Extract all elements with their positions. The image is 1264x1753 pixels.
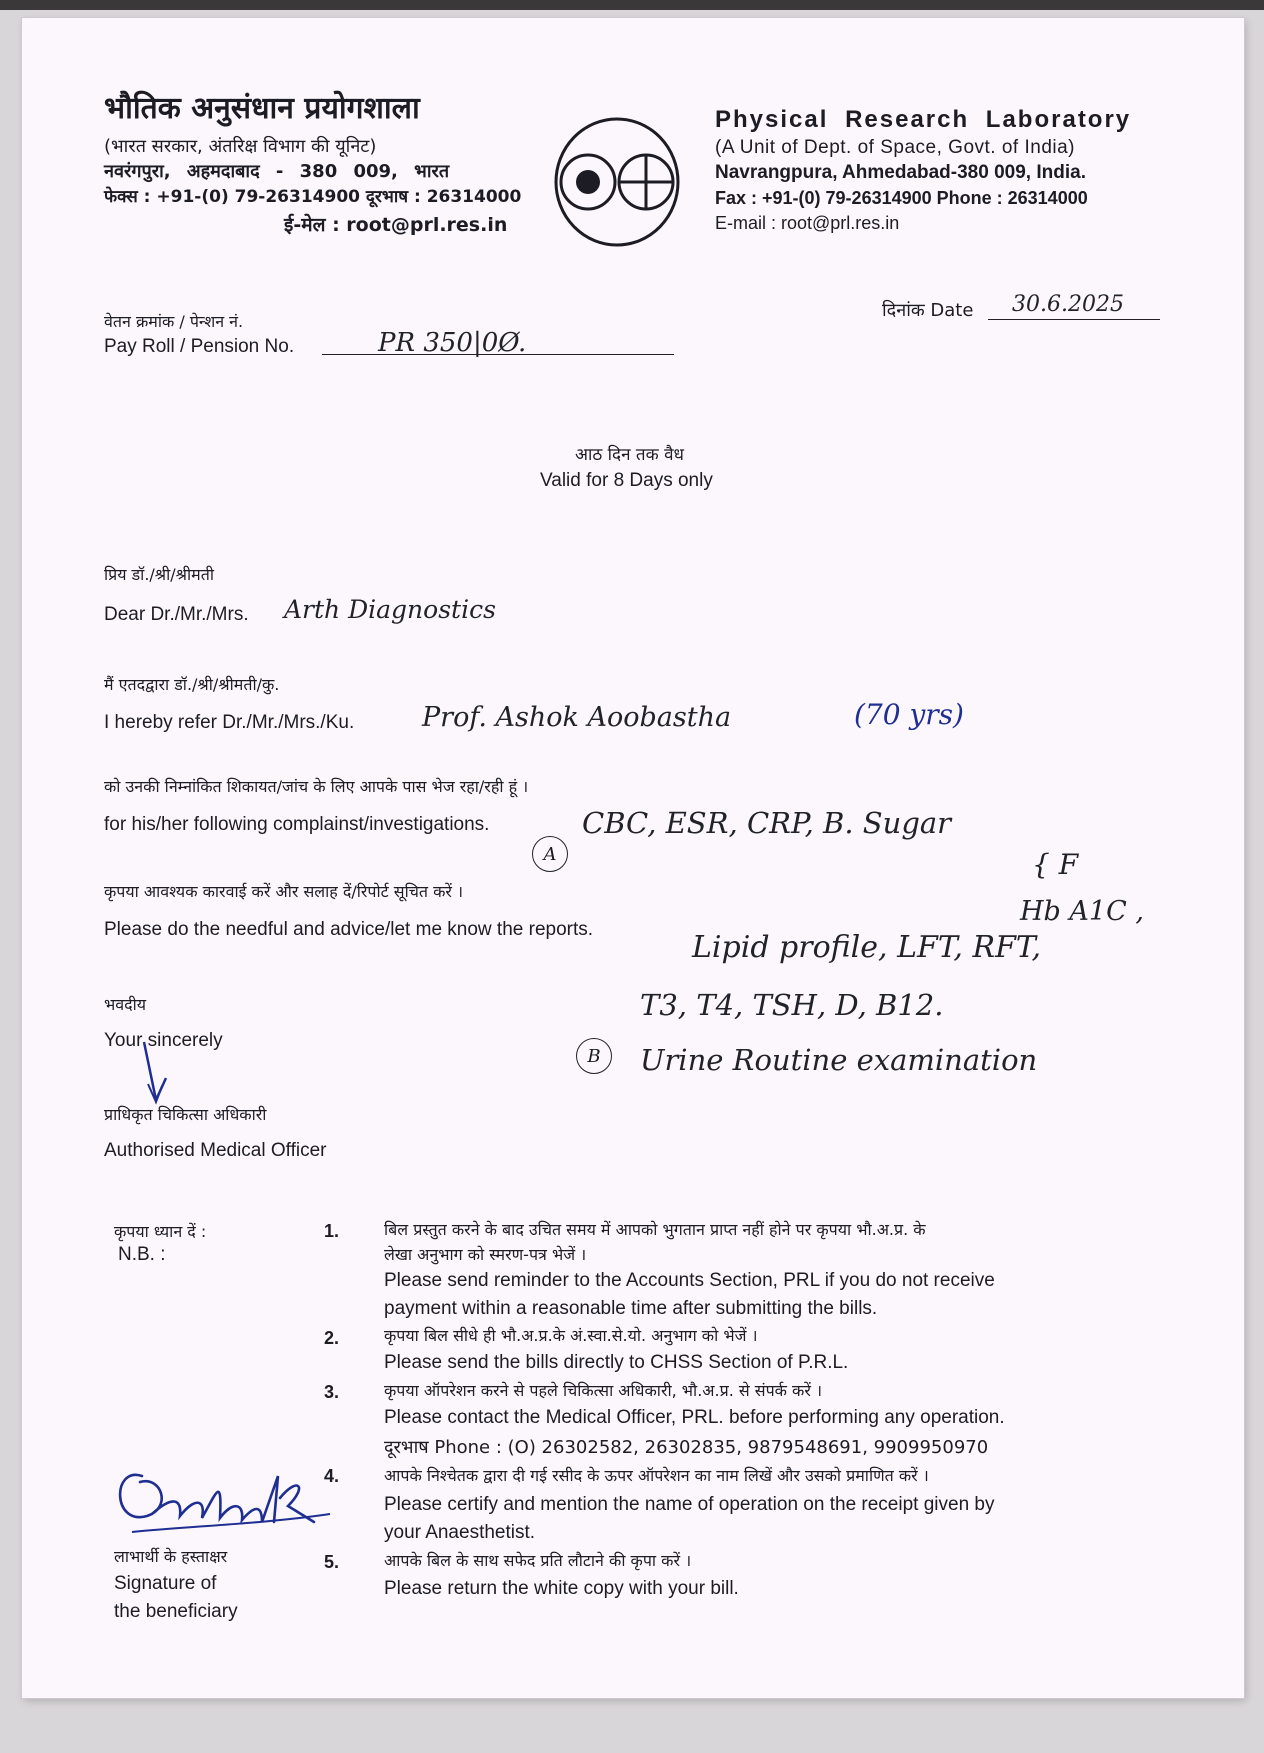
needful-hindi: कृपया आवश्यक कारवाई करें और सलाह दें/रिपोर्ट सूचित करें । [104,882,464,901]
payroll-label-hindi: वेतन क्रमांक / पेन्शन नं. [104,312,244,331]
note-5-number: 5. [324,1552,340,1572]
note-2-english: Please send the bills directly to CHSS Section of P.R.L. [384,1352,849,1373]
refer-label: I hereby refer Dr./Mr./Mrs./Ku. [104,712,355,733]
hindi-email: ई-मेल : root@prl.res.in [284,214,508,236]
hindi-unit: (भारत सरकार, अंतरिक्ष विभाग की यूनिट) [104,136,377,157]
validity-english: Valid for 8 Days only [540,470,713,491]
needful-label: Please do the needful and advice/let me know the reports. [104,919,594,940]
english-address: Navrangpura, Ahmedabad-380 009, India. [715,162,1086,183]
note-5-english: Please return the white copy with your bill. [384,1578,739,1599]
refer-hindi: मैं एतदद्वारा डॉ./श्री/श्रीमती/कु. [104,675,280,694]
hindi-fax: फेक्स : +91-(0) 79-26314900 दूरभाष : 26314000 [104,187,522,207]
beneficiary-label: Signature of [114,1573,217,1594]
complaint-hindi: को उनकी निम्नांकित शिकायत/जांच के लिए आपके पास भेज रहा/रही हूं । [104,777,529,796]
note-4-english: Please certify and mention the name of operation on the receipt given by [384,1494,995,1515]
validity-hindi: आठ दिन तक वैध [575,445,684,465]
marker-a: A [532,836,568,872]
dear-value: Arth Diagnostics [284,595,496,624]
hindi-address: नवरंगपुरा, अहमदाबाद - 380 009, भारत [104,161,450,182]
beneficiary-signature [102,1436,342,1546]
beneficiary-label-2: the beneficiary [114,1601,238,1622]
english-title: Physical Research Laboratory [715,106,1132,133]
note-4-hindi: आपके निश्चेतक द्वारा दी गई रसीद के ऊपर ऑपरेशन का नाम लिखें और उसको प्रमाणित करें । [384,1466,929,1485]
referral-form [22,18,1244,1698]
officer-hindi: प्राधिकृत चिकित्सा अधिकारी [104,1105,267,1124]
refer-age: (70 yrs) [854,698,964,731]
note-4-number: 4. [324,1466,340,1486]
note-1-english: Please send reminder to the Accounts Section, PRL if you do not receive [384,1270,995,1291]
refer-value: Prof. Ashok Aoobastha [422,702,732,733]
investigations-line-4: T3, T4, TSH, D, B12. [640,988,944,1022]
complaint-label: for his/her following complainst/investigations. [104,814,490,835]
dear-label: Dear Dr./Mr./Mrs. [104,604,249,625]
note-3-number: 3. [324,1382,340,1402]
investigations-line-3: Lipid profile, LFT, RFT, [692,930,1042,965]
note-3-hindi: कृपया ऑपरेशन करने से पहले चिकित्सा अधिकारी, भौ.अ.प्र. से संपर्क करें । [384,1381,823,1400]
payroll-value: PR 350|0Ø. [378,328,527,358]
date-label: दिनांक Date [882,300,974,321]
beneficiary-label-hindi: लाभार्थी के हस्ताक्षर [114,1547,228,1566]
sincerely-label: Your sincerely [104,1030,223,1051]
note-3-phone: दूरभाष Phone : (O) 26302582, 26302835, 9879548691, 9909950970 [384,1437,989,1458]
note-1-english-2: payment within a reasonable time after submitting the bills. [384,1298,878,1319]
prl-logo [552,116,682,248]
note-1-hindi: बिल प्रस्तुत करने के बाद उचित समय में आपको भुगतान प्राप्त नहीं होने पर कृपया भौ.अ.प्र. के [384,1220,926,1239]
scan-top-edge [0,0,1264,10]
investigations-line-1-suffix: { F [1032,848,1079,881]
date-value: 30.6.2025 [1012,292,1124,317]
sincerely-hindi: भवदीय [104,995,147,1014]
hindi-title: भौतिक अनुसंधान प्रयोगशाला [104,91,420,126]
nb-label: N.B. : [118,1244,166,1265]
nb-hindi: कृपया ध्यान दें : [114,1222,207,1241]
date-underline [988,319,1160,320]
note-3-english: Please contact the Medical Officer, PRL. before performing any operation. [384,1407,1005,1428]
investigations-line-5: Urine Routine examination [640,1043,1038,1077]
english-fax: Fax : +91-(0) 79-26314900 Phone : 26314000 [715,188,1088,208]
note-2-number: 2. [324,1328,340,1348]
marker-b: B [576,1038,612,1074]
note-4-english-2: your Anaesthetist. [384,1522,536,1543]
note-5-hindi: आपके बिल के साथ सफेद प्रति लौटाने की कृपा करें । [384,1551,692,1570]
note-2-hindi: कृपया बिल सीधे ही भौ.अ.प्र.के अं.स्वा.से.यो. अनुभाग को भेजें । [384,1326,758,1345]
officer-label: Authorised Medical Officer [104,1140,327,1161]
investigations-line-1: CBC, ESR, CRP, B. Sugar [582,806,952,840]
note-1-number: 1. [324,1221,340,1241]
english-unit: (A Unit of Dept. of Space, Govt. of India) [715,137,1076,158]
english-email: E-mail : root@prl.res.in [715,213,900,233]
investigations-line-2: Hb A1C , [1020,896,1144,927]
dear-hindi: प्रिय डॉ./श्री/श्रीमती [104,565,214,584]
payroll-label: Pay Roll / Pension No. [104,336,295,357]
note-1-hindi-2: लेखा अनुभाग को स्मरण-पत्र भेजें । [384,1245,587,1264]
